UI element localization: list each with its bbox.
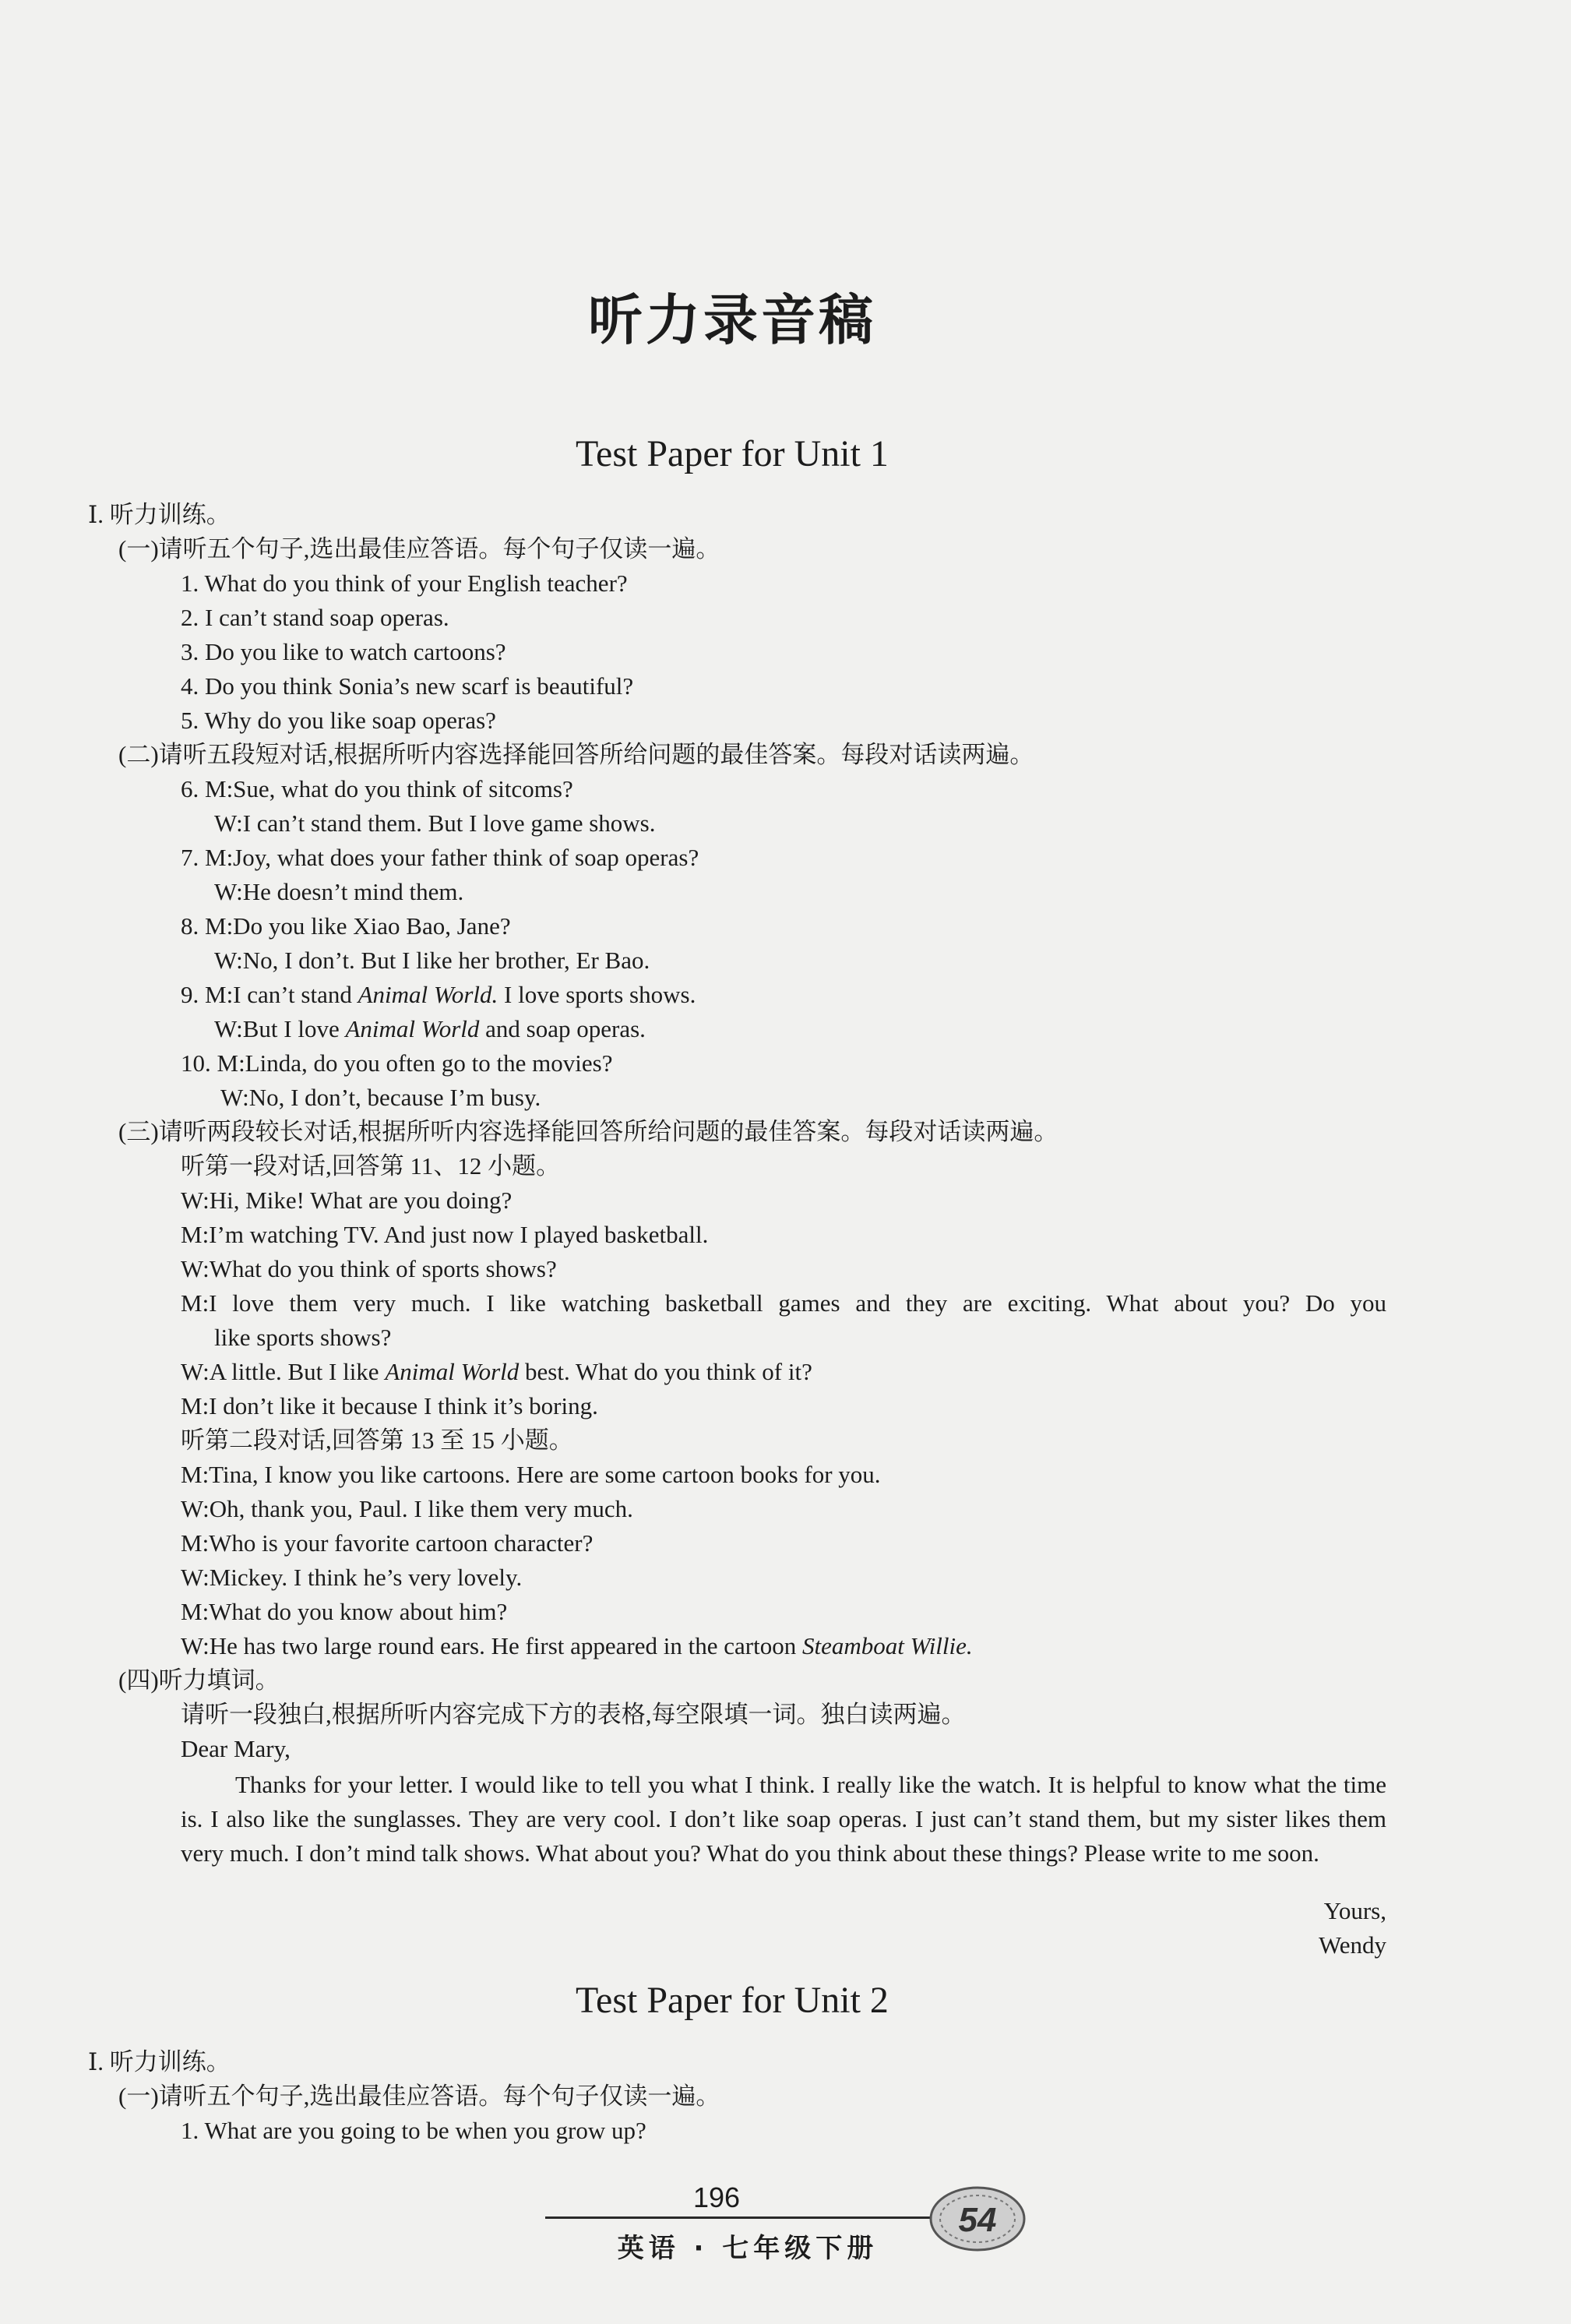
letter-body: Thanks for your letter. I would like to tell you what I think. I really like the watch. It is helpful to know what the time is. I also like the sunglasses. They are very cool. I don’t like soap operas. I just can’t stand them, but my sister likes them very much. I don’t mind talk shows. What about you? What do you think about these things? Please write to me soon. xyxy=(181,1771,1386,1867)
dialogue-line: W:Oh, thank you, Paul. I like them very much. xyxy=(181,1495,633,1522)
dialogue-text: I love sports shows. xyxy=(498,981,696,1008)
letter-greeting: Dear Mary, xyxy=(181,1735,291,1762)
dialogue-line: W:Hi, Mike! What are you doing? xyxy=(181,1187,513,1214)
dialogue-line: M:I’m watching TV. And just now I played basketball. xyxy=(181,1221,709,1248)
dialogue-text: and soap operas. xyxy=(479,1015,646,1042)
dialogue-text: 9. M:I can’t stand xyxy=(181,981,358,1008)
dialogue-line: M:What do you know about him? xyxy=(181,1598,508,1625)
dialogue-line: W:No, I don’t, because I’m busy. xyxy=(220,1084,541,1111)
dialogue-line: W:No, I don’t. But I like her brother, Er Bao. xyxy=(214,947,650,974)
dialogue-line: M:Tina, I know you like cartoons. Here are some cartoon books for you. xyxy=(181,1461,881,1488)
edition-badge-icon xyxy=(927,2181,1028,2255)
dialogue-line: 7. M:Joy, what does your father think of soap operas? xyxy=(181,844,699,871)
unit1-part2-label: (二)请听五段短对话,根据所听内容选择能回答所给问题的最佳答案。每段对话读两遍。 xyxy=(118,741,1034,768)
dialogue-line: M:I don’t like it because I think it’s boring. xyxy=(181,1392,598,1419)
badge-number: 54 xyxy=(958,2201,997,2239)
unit1-part1-item-5: 5. Why do you like soap operas? xyxy=(181,707,496,734)
dialogue-line xyxy=(181,979,696,1010)
dialogue-line: W:Mickey. I think he’s very lovely. xyxy=(181,1564,523,1591)
footer-book-title: 英语 · 七年级下册 xyxy=(617,2233,879,2264)
dialogue-line: W:He doesn’t mind them. xyxy=(214,878,464,905)
dialogue-line: 听第一段对话,回答第 11、12 小题。 xyxy=(181,1152,561,1180)
unit1-part1-item-2: 2. I can’t stand soap operas. xyxy=(181,604,449,631)
footer-rule xyxy=(545,2216,950,2219)
program-title: Animal World xyxy=(385,1358,520,1385)
cartoon-title: Steamboat Willie. xyxy=(801,1632,973,1659)
letter-signature: Wendy xyxy=(1318,1931,1386,1959)
dialogue-line: W:I can’t stand them. But I love game shows. xyxy=(214,809,656,837)
letter-closing: Yours, xyxy=(1323,1897,1386,1924)
unit1-part4-label: (四)听力填词。 xyxy=(118,1666,280,1694)
unit1-section-title: Ⅰ. 听力训练。 xyxy=(88,501,231,528)
program-title: Animal World. xyxy=(358,981,498,1008)
dialogue-line xyxy=(181,1356,812,1388)
unit2-section-title: Ⅰ. 听力训练。 xyxy=(88,2048,231,2075)
unit1-part4-instruction: 请听一段独白,根据所听内容完成下方的表格,每空限填一词。独白读两遍。 xyxy=(181,1701,966,1728)
dialogue-line: 6. M:Sue, what do you think of sitcoms? xyxy=(181,775,573,802)
dialogue-line: M:Who is your favorite cartoon character? xyxy=(181,1529,594,1557)
dialogue-text: best. What do you think of it? xyxy=(519,1358,812,1385)
unit1-part1-item-3: 3. Do you like to watch cartoons? xyxy=(181,638,506,665)
unit1-part1-label: (一)请听五个句子,选出最佳应答语。每个句子仅读一遍。 xyxy=(118,535,720,562)
unit1-part1-item-1: 1. What do you think of your English teacher? xyxy=(181,570,628,597)
unit2-part1-label: (一)请听五个句子,选出最佳应答语。每个句子仅读一遍。 xyxy=(118,2082,720,2110)
unit1-heading: Test Paper for Unit 1 xyxy=(576,433,889,474)
dialogue-text: W:A little. But I like xyxy=(181,1358,386,1385)
unit1-part1-item-4: 4. Do you think Sonia’s new scarf is beautiful? xyxy=(181,672,634,700)
dialogue-line: W:What do you think of sports shows? xyxy=(181,1255,557,1282)
unit2-part1-item-1: 1. What are you going to be when you grow up? xyxy=(181,2117,646,2144)
dialogue-line: M:I love them very much. I like watching basketball games and they are exciting. What about you? Do you xyxy=(181,1289,1386,1317)
unit2-heading: Test Paper for Unit 2 xyxy=(576,1980,889,2021)
dialogue-text: W:He has two large round ears. He first appeared in the cartoon xyxy=(181,1632,802,1659)
dialogue-line: 8. M:Do you like Xiao Bao, Jane? xyxy=(181,912,511,940)
dialogue-text: W:But I love xyxy=(214,1015,346,1042)
page-number: 196 xyxy=(692,2181,741,2213)
program-title: Animal World xyxy=(345,1015,480,1042)
dialogue-line: like sports shows? xyxy=(214,1324,392,1351)
page-title: 听力录音稿 xyxy=(588,288,876,352)
dialogue-line xyxy=(214,1014,646,1045)
dialogue-line: 听第二段对话,回答第 13 至 15 小题。 xyxy=(181,1426,573,1454)
dialogue-line: 10. M:Linda, do you often go to the movies? xyxy=(181,1049,613,1077)
unit1-part3-label: (三)请听两段较长对话,根据所听内容选择能回答所给问题的最佳答案。每段对话读两遍。 xyxy=(118,1118,1058,1145)
dialogue-line xyxy=(181,1631,973,1662)
